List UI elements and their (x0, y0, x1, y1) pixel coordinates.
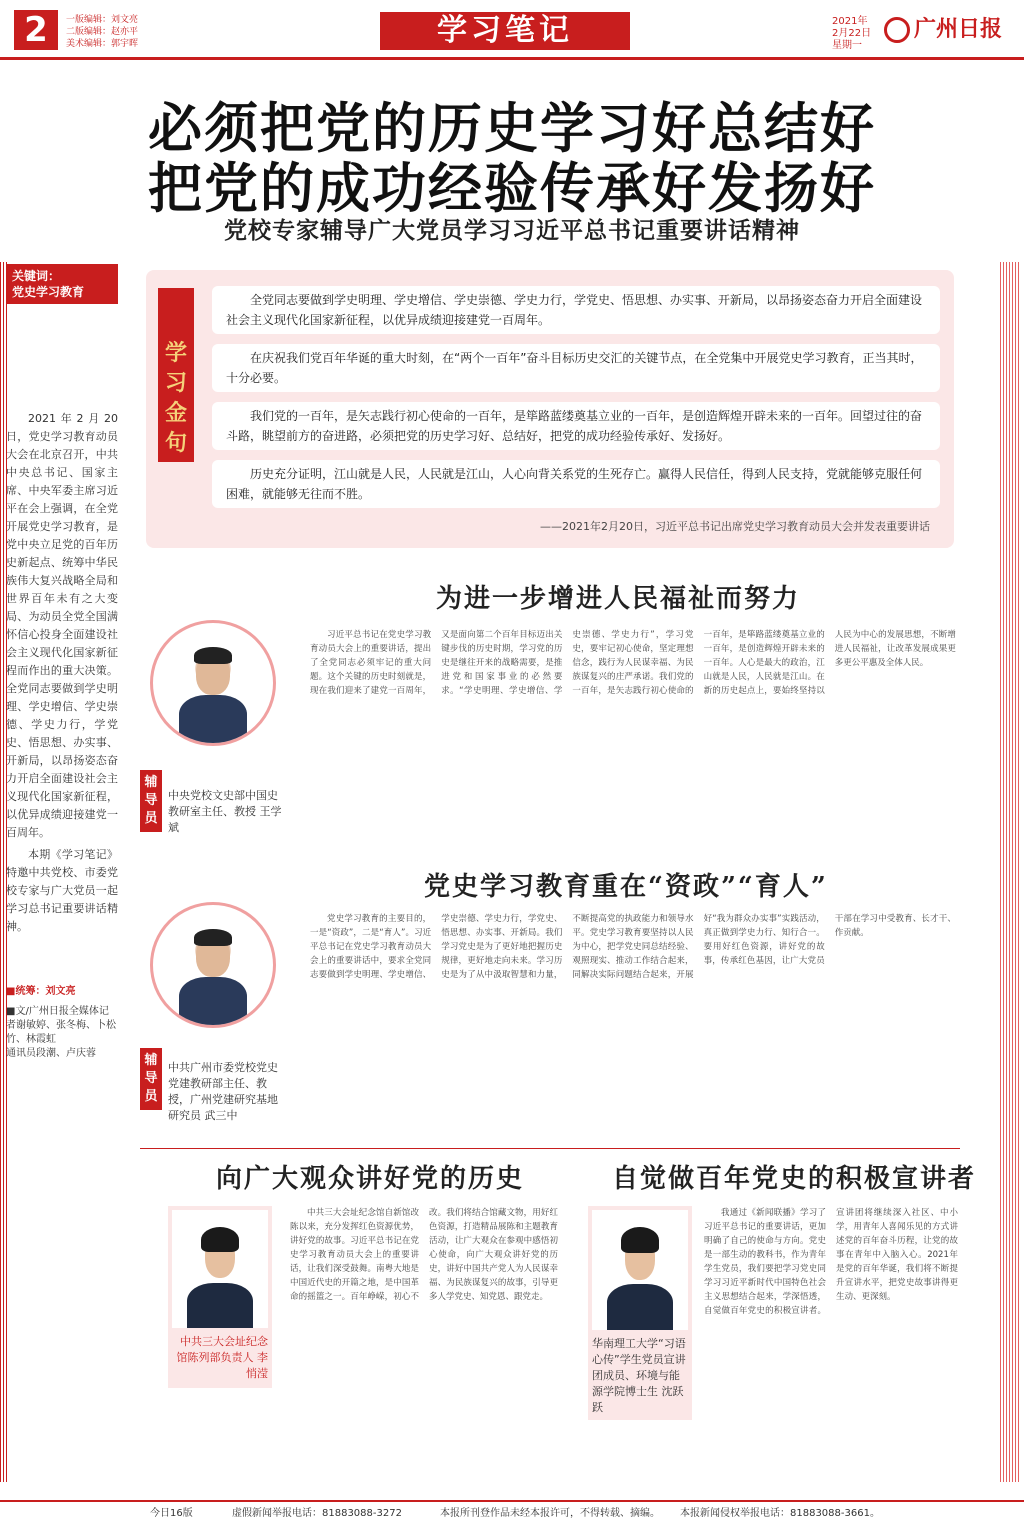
quotes-source: ——2021年2月20日，习近平总书记出席党史学习教育动员大会并发表重要讲话 (540, 520, 930, 533)
intro-column: 2021年2月20日，党史学习教育动员大会在北京召开，中共中央总书记、国家主席、中央军委主席习近平在会上强调，在全党开展党史学习教育，是党中央立足党的百年历史新起点、统筹中华民族伟大复兴战略全局和世界百年未有之大变局、为动员全党全国满怀信心投身全面建设社会主义现代化国家新征程而作出的重大决策。全党同志要做到学史明理、学史增信、学史崇德、学史力行，学党史、悟思想、办实事、开新局，以昂扬姿态奋力开启全面建设社会主义现代化国家新征程，以优异成绩迎接建党一百周年。 本期《学习笔记》特邀中共党校、市委党校专家与广大党员一起学习总书记重要讲话精神。 (6, 412, 118, 933)
article-3-body: 中共三大会址纪念馆自新馆改陈以来，充分发挥红色资源优势，讲好党的故事。习近平总书记在党史学习教育动员大会上的重要讲话，让我们深受鼓舞。南粤大地是中国近代史的开篇之地，是中国革命的摇篮之一。百年峥嵘，初心不改。我们将结合馆藏文物，用好红色资源，打造精品展陈和主题教育活动，让广大观众在参观中感悟初心使命，向广大观众讲好党的历史，讲好中国共产党人为人民谋幸福、为民族谋复兴的故事，引导更多人学党史、知党恩、跟党走。 (290, 1208, 558, 1302)
quote-item: 在庆祝我们党百年华诞的重大时刻，在“两个一百年”奋斗目标历史交汇的关键节点，在全党集中开展党史学习教育，正当其时，十分必要。 (212, 344, 940, 392)
section-divider (140, 1148, 960, 1149)
quotes-tag: 学习金句 (158, 288, 194, 462)
article-4-body: 我通过《新闻联播》学习了习近平总书记的重要讲话，更加明确了自己的使命与方向。党史是一部生动的教科书，作为青年学生党员，我们要把学习党史同学习习近平新时代中国特色社会主义思想结合起来，学深悟透，自觉做百年党史的积极宣讲者。宣讲团将继续深入社区、中小学，用青年人喜闻乐见的方式讲述党的百年奋斗历程，让党的故事在青年中入脑入心。2021年是党的百年华诞，我们将不断提升宣讲水平，把党史故事讲得更生动、更深刻。 (704, 1208, 958, 1316)
article-1-title: 为进一步增进人民福祉而努力 (436, 584, 801, 614)
quote-item: 我们党的一百年，是矢志践行初心使命的一百年，是筚路蓝缕奠基立业的一百年，是创造辉煌开辟未来的一百年。回望过往的奋斗路，眺望前方的奋进路，必须把党的历史学习好、总结好，把党的成功经验传承好、发扬好。 (212, 402, 940, 450)
editor-credits: 一版编辑：刘文亮 二版编辑：赵亦平 美术编辑：郭宇晖 (66, 15, 139, 49)
article-4-title: 自觉做百年党史的积极宣讲者 (612, 1164, 977, 1194)
headline-line-2: 把党的成功经验传承好发扬好 (148, 157, 876, 220)
logo-swirl-icon (884, 17, 910, 43)
article-3-author: 中共三大会址纪念馆陈列部负责人 李悄滢 (176, 1335, 268, 1380)
quote-item: 历史充分证明，江山就是人民，人民就是江山，人心向背关系党的生死存亡。赢得人民信任，得到人民支持，党就能够克服任何困难，就能够无往而不胜。 (212, 460, 940, 508)
headline-line-1: 必须把党的历史学习好总结好 (148, 97, 876, 160)
author-1-photo (150, 620, 276, 746)
credits: ■统筹：刘文亮 ■文/广州日报全媒体记者谢敏婷、张冬梅、卜松竹、林霞虹 通讯员段潮、卢庆蓉 (6, 986, 116, 1059)
quotes-list (212, 286, 940, 518)
author-2-photo (150, 902, 276, 1028)
article-4-author: 华南理工大学“习语心传”学生党员宣讲团成员、环境与能源学院博士生 沈跃跃 (592, 1337, 686, 1414)
article-1-body: 习近平总书记在党史学习教育动员大会上的重要讲话，提出了全党同志必须牢记的重大问题。这个关键的历史时刻就是，现在我们迎来了建党一百周年，又是面向第二个百年目标迈出关键步伐的历史时期，学习党的历史是继往开来的战略需要，是推进党和国家事业的必然要求。“学史明理、学史增信、学史崇德、学史力行”，学习党史，要牢记初心使命，坚定理想信念，践行为人民谋幸福、为民族谋复兴的庄严承诺。我们党的一百年，是矢志践行初心使命的一百年，是筚路蓝缕奠基立业的一百年，是创造辉煌开辟未来的一百年。人心是最大的政治，江山就是人民，人民就是江山。在新的历史起点上，要始终坚持以人民为中心的发展思想，不断增进人民福祉，让改革发展成果更多更公平惠及全体人民。 (310, 630, 956, 696)
footer-rights: 本报新闻侵权举报电话：81883088-3661。 (680, 1508, 880, 1519)
footer (0, 1500, 1024, 1528)
footer-hotline: 虚假新闻举报电话：81883088-3272 (232, 1508, 402, 1519)
subheadline: 党校专家辅导广大党员学习习近平总书记重要讲话精神 (224, 217, 800, 244)
keyword-badge: 关键词： 党史学习教育 (6, 264, 118, 304)
right-stripe-decoration (1000, 262, 1020, 1482)
article-2-tag: 辅导员 (140, 1048, 162, 1110)
article-1-tag: 辅导员 (140, 770, 162, 832)
article-2-body: 党史学习教育的主要目的，一是“资政”，二是“育人”。习近平总书记在党史学习教育动员大会上的重要讲话中，要求全党同志要做到学史明理、学史增信、学史崇德、学史力行，学党史、悟思想、办实事、开新局。我们学习党史是为了更好地把握历史规律，更好地走向未来。学习历史是为了从中汲取智慧和力量，不断提高党的执政能力和领导水平。党史学习教育要坚持以人民为中心，把学党史同总结经验、观照现实、推动工作结合起来，同解决实际问题结合起来，开展好“我为群众办实事”实践活动，真正做到学史力行、知行合一。要用好红色资源，讲好党的故事，传承红色基因，让广大党员干部在学习中受教育、长才干、作贡献。 (310, 914, 956, 980)
article-2-title: 党史学习教育重在“资政”“育人” (424, 872, 828, 902)
page-number: 2 (14, 10, 58, 50)
article-3-title: 向广大观众讲好党的历史 (216, 1164, 525, 1194)
footer-notice: 本报所刊登作品未经本报许可，不得转载、摘编。 (440, 1508, 660, 1519)
issue-date: 2021年 2月22日 星期一 (832, 16, 872, 51)
author-3-photo (172, 1210, 268, 1328)
quote-item: 全党同志要做到学史明理、学史增信、学史崇德、学史力行，学党史、悟思想、办实事、开新局，以昂扬姿态奋力开启全面建设社会主义现代化国家新征程，以优异成绩迎接建党一百周年。 (212, 286, 940, 334)
footer-pages: 今日16版 (150, 1508, 193, 1519)
article-2-author: 中共广州市委党校党史党建教研部主任、教授，广州党建研究基地研究员 武三中 (168, 1061, 278, 1122)
newspaper-logo: 广州日报 (884, 12, 1014, 46)
article-1-author: 中央党校文史部中国史教研室主任、教授 王学斌 (168, 789, 282, 834)
author-4-photo (592, 1210, 688, 1330)
masthead (0, 0, 1024, 60)
section-title: 学习笔记 (380, 12, 630, 50)
